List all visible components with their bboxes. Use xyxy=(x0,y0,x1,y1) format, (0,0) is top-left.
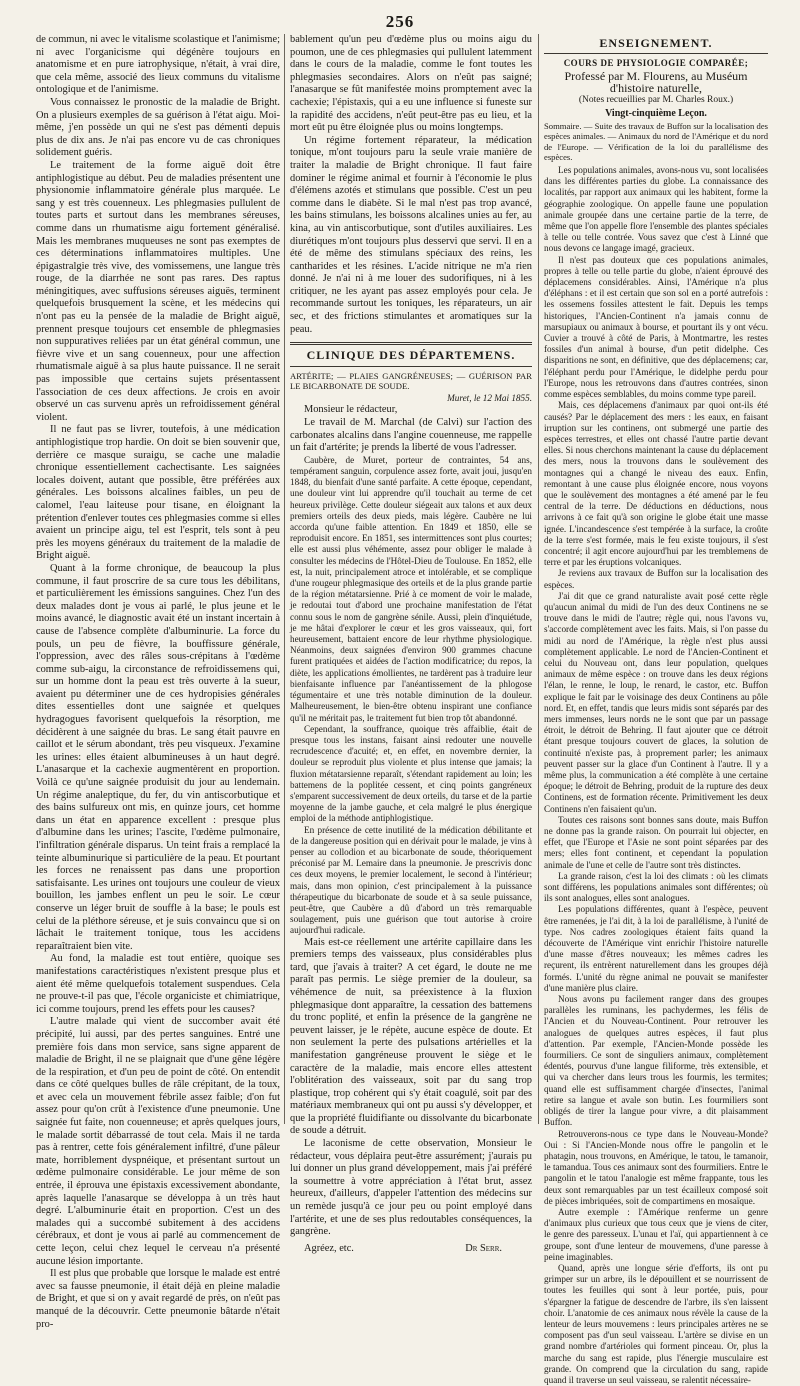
paragraph: Mais est-ce réellement une artérite capillaire dans les premiers temps des vaisseaux, plus considérables plus tard, que j'avais à traiter? A cet égard, le doute ne me paraît pas permis. Le siège premier de la douleur, sa véhémence de nuit, sa préexistence à la fluxion phlegmasique dont apparaître, la cessation des battemens du tronc poplité, et enfin la présence de la gangrène ne peuvent laisser, je le répète, aucune espèce de doute. Et non seulement la perte des pulsations artérielles et la manifestation gangréneuse prouvent le siège et le caractère de la maladie, mais encore elles attestent l'oblitération des vaisseaux, soit par du sang trop plastique, trop cohérent qui s'y était coagulé, soit par des matériaux membraneux qui ont pu aussi s'y développer, et que la propriété fluidifiante ou dissolvante du bicarbonate de soude a détruit. xyxy=(290,936,532,1137)
column-divider-left xyxy=(284,34,285,1124)
paragraph: Il ne faut pas se livrer, toutefois, à une médication antiphlogistique trop hardie. On doit se bien souvenir que, derrière ce masque suraigu, se cache une maladie chronique essentiellement cachectisante. Les saignées locales doivent, autant que possible, être préférées aux générales. Les boissons alcalines faibles, un peu de calomel, l'eau laiteuse pour tisane, en éloignant la prétention d'enlever toutes ces phlegmasies comme si elles avaient un principe aigu, tel est l'esprit, tels sont à peu près les moyens généraux du traitement de la maladie de Bright aiguë. xyxy=(36,424,280,562)
professor-line: Professé par M. Flourens, au Muséum d'histoire naturelle, xyxy=(564,69,748,95)
notes-credit: (Notes recueillies par M. Charles Roux.) xyxy=(578,94,734,105)
article-kicker: ARTÉRITE; — PLAIES GANGRÉNEUSES; — GUÉRISON PAR LE BICARBONATE DE SOUDE. xyxy=(290,370,532,392)
section-rule xyxy=(290,366,532,367)
paragraph: Le travail de M. Marchal (de Calvi) sur l'action des carbonates alcalins dans l'angine couenneuse, me rappelle un fait d'artérite; je prends la liberté de vous l'adresser. xyxy=(290,417,532,454)
closing: Agréez, etc. xyxy=(304,1242,354,1254)
paragraph: Autre exemple : l'Amérique renferme un genre d'animaux plus curieux que tous ceux que je viens de citer, le genre des paresseux. L'unau et l'aï, qui appartiennent à ce groupe, sont d'une lenteur de mouvemens, d'une paresse à peine imaginables. xyxy=(544,1206,768,1262)
paragraph: Le laconisme de cette observation, Monsieur le rédacteur, vous déplaira peut-être assurément; j'aurais pu lui donner un plus grand développement, mais j'ai préféré la soumettre à votre appréciation à l'état brut, assez heureux, d'ailleurs, d'appeler l'attention des médecins sur un remède jusqu'à ce jour peu ou point employé dans l'artérite, et une de ses plus redoutables conséquences, la gangrène. xyxy=(290,1138,532,1238)
paragraph: La grande raison, c'est la loi des climats : où les climats sont différens, les populations animales sont différentes; où ils sont analogues, elles sont analogues. xyxy=(544,870,768,904)
course-title: COURS DE PHYSIOLOGIE COMPARÉE; xyxy=(563,58,749,69)
article-column-right xyxy=(544,34,768,1385)
paragraph: Quant à la forme chronique, de beaucoup la plus commune, il faut proscrire de sa cure tous les débilitans, et particulièrement les émissions sanguines. Chez l'un des deux malades dont je vous ai parlé, le plus jeune et le moins avancé, le diagnostic avait été un instant incertain à cause de l'absence complète d'albuminurie. La force du pouls, un peu de fièvre, la bouffissure générale, l'oppression, avec des râles sous-crépitans à l'œdème comme sub-aigu, la circonstance de refroidissemens qui, sur un homme dont la peau est très ouverte à la sueur, avaient pu déterminer une de ces hydropisies générales dites essentielles dont une saignée et quelques hydragogues favorisent quelquefois la résorption, me décidèrent à une saignée du bras. Le sang était pauvre en caillot et le sérum abondant, très peu visqueux. J'examine les urines: elles étaient albumineuses à un haut degré. L'anasarque et la cachexie augmentèrent en proportion. Voilà ce qu'une saignée produisit du jour au lendemain. Un régime analeptique, du fer, du vin antiscorbutique et des bains sulfureux ont mis, en quinze jours, cet homme dans un état en apparence excellent : presque plus d'albumine dans les urines; l'ascite, l'œdème pulmonaire, l'infiltration générale disparus. Un teint frais a remplacé la teinte albuminurique si particulière de la peau. Et pourtant les forces ne renaissent pas dans une proportion satisfaisante. Les urines ont toujours une couleur de vieux bouillon, les jambes enflent un peu le soir. Le cœur conserve un léger bruit de souffle à la base; le pouls est celui de la pléthore séreuse, et je suis convaincu que si on lâchait le traitement tonique, tous les accidens reparaîtraient bien vite. xyxy=(36,562,280,952)
article-column-left xyxy=(36,34,280,1330)
paragraph: Vous connaissez le pronostic de la maladie de Bright. On a plusieurs exemples de sa guérison à l'état aigu. Moi-même, j'en possède un qui ne s'est pas démenti depuis plus de dix ans. Je n'ai pas encore vu de cas chroniques solidement guéris. xyxy=(36,96,280,159)
paragraph: En présence de cette inutilité de la médication débilitante et de la dangereuse position qui en dérivait pour le malade, je vins à penser au collodion et au bicarbonate de soude, théoriquement préconisé par M. Lemaire dans la pneumonie. Je prescrivis donc ces deux moyens, le premier localement, le second à l'intérieur; mais, dans mon opinion, c'est principalement à la puissance thérapeutique du bicarbonate de soude et à sa seule puissance, peut-être, que Caubère a dû d'abord un très remarquable soulagement, puis une guérison que tout autorise à croire aujourd'hui radicale. xyxy=(290,824,532,936)
paragraph: Il est plus que probable que lorsque le malade est entré avec sa fausse pneumonie, il était déjà en pleine maladie de Bright, et que si on y avait regardé de près, on n'eût pas manqué de la découvrir. Cette pneumonie bâtarde n'était pro- xyxy=(36,1268,280,1330)
paragraph: J'ai dit que ce grand naturaliste avait posé cette règle qu'aucun animal du midi de l'un des deux Continens ne se trouve dans le midi de l'autre; règle qui, nous l'avons vu, s'accorde complètement avec les faits. Mais, si l'on passe du midi au nord de l'Amérique, la règle n'est plus aussi complètement applicable. Le nord de l'Ancien-Continent et celui du Nouveau ont, dans leur population, quelques animaux de même espèce : on trouve dans les deux régions l'élan, le renne, le loup, le renard, le castor, etc. Buffon explique le fait par le voisinage des deux Continens au pôle nord. Et, en effet, tandis que leurs midis sont séparés par des mers immenses, leurs nords ne le sont que par un passage étroit, le détroit de Behring. Il faut ajouter que ce détroit étant presque toujours couvert de glaces, la solution de continuité n'existe pas, à proprement parler; les animaux peuvent passer sur la glace d'un Continent à l'autre. Il y a même plus, la communication a été complète à une certaine époque; le détroit de Behring, produit de la rupture des deux Continens, est de formation récente. Primitivement les deux Continens n'en faisaient qu'un. xyxy=(544,590,768,814)
paragraph: Caubère, de Muret, porteur de contraintes, 54 ans, tempérament sanguin, corpulence assez forte, avait joui, jusqu'en 1848, du bienfait d'une santé parfaite. A cette époque, cependant, une douleur vint lui apprendre qu'il touchait au terme de cet heureux privilège. Cette douleur siégeait aux talons et aux deux premiers orteils des deux pieds, mais légère. Caubère ne lui accorda qu'une faible attention. En 1849 et 1850, elle se reproduisit encore. En 1851, ses intermittences sont plus courtes; elle est aussi plus véhémente, assez pour obliger le malade à consulter les médecins de l'Hôtel-Dieu de Toulouse. En 1852, elle est, la nuit, principalement atroce et intolérable, et se complique d'une rougeur phlegmasique des orteils et de la plus grande partie de la région métatarsienne. Prié à ce moment de voir le malade, je redoutai tout d'abord une prochaine manifestation de l'état connu sous le nom de gangrène sénile. Aussi, plein d'inquiétude, je me hâtai d'explorer le cœur et les gros vaisseaux, qui, fort heureusement, battaient encore de leur rhythme physiologique. Néanmoins, deux saignées d'environ 900 grammes chacune furent pratiquées et aidées de l'action modificatrice; du repos, la diète, les applications émollientes, ne tardèrent pas à traduire leur bienfaisante influence par l'anéantissement de la phlogose tégumentaire et une très notable diminution de la douleur. Malheureusement, le bien-être obtenu inspirant une confiance qu'il ne méritait pas, le traitement fut bien trop tôt abandonné. xyxy=(290,454,532,723)
dateline: Muret, le 12 Mai 1855. xyxy=(447,393,532,404)
paragraph: Cependant, la souffrance, quoique très affaiblie, était de presque tous les instans, faisant ainsi redouter une nouvelle recrudescence d'acuité; et, en effet, en novembre dernier, la douleur se reproduit plus violente et plus intense que jamais; la fluxion métatarsienne reparaît, s'étendant rapidement au loin; les battemens de la poplitée cessent, et cinq points gangréneux s'emparent successivement de deux orteils, du tarse et de la partie moyenne de la jambe gauche, et cela malgré le plus énergique emploi de la méthode antiphlogistique. xyxy=(290,723,532,824)
paragraph: Nous avons pu facilement ranger dans des groupes parallèles les ruminans, les pachydermes, les félis de l'Ancien et du Nouveau-Continent. Pour retrouver les analogues de quelques autres espèces, il faut plus d'attention. Par exemple, l'Ancien-Monde possède les fourmiliers. Ce sont de singuliers animaux, complètement édentés, pourvus d'une langue filiforme, très extensible, et qui va chercher dans leurs trous les fourmis, les termites; quand elle est suffisamment chargée d'insectes, l'animal retire sa langue et avale son butin. Les fourmiliers sont obligés de tirer la langue pour vivre, a dit plaisamment Buffon. xyxy=(544,994,768,1128)
paragraph: Toutes ces raisons sont bonnes sans doute, mais Buffon ne donne pas la grande raison. On pourrait lui objecter, en effet, que l'Europe et l'Asie ne sont point séparées par des mers; elles font continent, et cependant la population animale de l'une et celle de l'autre sont très distinctes. xyxy=(544,814,768,870)
paragraph: Mais, ces déplacemens d'animaux par quoi ont-ils été causés? Par le déplacement des mers : les eaux, en faisant irruption sur les continens, ont submergé une partie des espèces terrestres, et elles ont chassé l'autre partie devant elles. Si nous cherchons maintenant la cause du déplacement des mers, nous la trouvons dans le soulèvement des montagnes qui a changé le niveau des eaux. Enfin, remontant à une cause plus éloignée encore, nous voyons que le soulèvement des montagnes a été amené par le feu central de la terre. De déductions en déductions, nous arrivons à ce fait qu'à son origine le globe était une masse ignée. L'incandescence s'est tempérée à la surface, la croûte de la terre s'est formée, mais le feu existe toujours, il s'est concentré; il agit encore aujourd'hui par les tremblemens de terre et par les éruptions volcaniques. xyxy=(544,400,768,568)
paragraph: Quand, après une longue série d'efforts, ils ont pu grimper sur un arbre, ils le dépouillent et se nourrissent de toutes les feuilles qui sont à leur portée, puis, pour s'épargner la fatigue de descendre de l'arbre, ils s'en laissent choir. L'anatomie de ces animaux nous révèle la cause de la lenteur de leurs mouvemens : leurs principales artères ne se composent pas d'un seul vaisseau. L'artère se divise en un grand nombre d'artérioles qui forment pinceau. Or, plus la marche du sang est rapide, plus l'énergie musculaire est grande. On comprend que la circulation du sang, rapide quand il traverse un seul vaisseau, se ralentit nécessaire- xyxy=(544,1262,768,1385)
paragraph: bablement qu'un peu d'œdème plus ou moins aigu du poumon, une de ces phlegmasies qui pullulent latemment dans le cours de la maladie, comme le font toutes les phlegmasies secondaires. Alors on n'eût pas saigné; l'anasarque se fût manifestée moins promptement avec la cachexie; l'épistaxis, qui a eu une influence si funeste sur la rapidité des accidens, n'eût peut-être pas eu lieu, et la mort eût pu être éloignée plus ou moins longtemps. xyxy=(290,34,532,134)
salutation: Monsieur le rédacteur, xyxy=(304,404,398,416)
section-rule xyxy=(290,342,532,345)
paragraph: Je reviens aux travaux de Buffon sur la localisation des espèces. xyxy=(544,568,768,590)
lesson-title: Vingt-cinquième Leçon. xyxy=(605,108,707,120)
paragraph: Il n'est pas douteux que ces populations animales, propres à telle ou telle partie du globe, n'aient éprouvé des déplacemens considérables. Ainsi, l'Amérique n'a plus d'éléphans : et il est certain que son sol en a porté autrefois : les ossemens fossiles attestent le fait. Depuis les temps historiques, l'Ancien-Continent n'a jamais connu de marsupiaux ou animaux à bourse, et pourtant ils y ont vécu. Cuvier a trouvé à côté de Paris, à Montmartre, les restes fossiles d'un animal à bourse, d'un petit didelphe. Ces disparitions ne sont, en définitive, que des déplacemens; car, l'éléphant perdu pour l'Amérique, le didelphe perdu pour l'Europe, nous les retrouvons dans d'autres contrées, sinon comme espèces semblables, du moins comme type pareil. xyxy=(544,254,768,400)
paragraph: Au fond, la maladie est tout entière, quoique ses manifestations caractéristiques n'existent presque plus et aient été même quelquefois totalement suspendues. Cela ne prouve-t-il pas que, l'école organiciste et chimiatrique, ici comme toujours, prend les effets pour les causes? xyxy=(36,953,280,1015)
paragraph: Les populations différentes, quant à l'espèce, peuvent être ramenées, je l'ai dit, à la loi de parallélisme, à l'unité de type. Nos cadres zoologiques étaient faits quand la découverte de l'Amérique vint enrichir l'histoire naturelle d'une masse d'êtres nouveaux; les mêmes cadres les reçurent, ils entrèrent naturellement dans les groupes déjà formés. L'unité du règne animal ne pouvait se manifester d'une manière plus claire. xyxy=(544,904,768,993)
section-title-enseignement: ENSEIGNEMENT. xyxy=(599,36,713,50)
section-rule xyxy=(544,53,768,54)
paragraph: Les populations animales, avons-nous vu, sont localisées dans les différentes parties du globe. La connaissance des localités, par rapport aux animaux qui les habitent, forme la géographie zoologique. On appelle faune une population animale groupée dans une certaine partie de la terre, de même que l'on appelle flore l'ensemble des plantes spéciales à telle ou telle contrée. Vous savez que c'est à Linné que nous devons ce langage imagé, gracieux. xyxy=(544,165,768,254)
signature-block xyxy=(290,1243,532,1256)
column-divider-right xyxy=(538,34,539,1124)
paragraph: L'autre malade qui vient de succomber avait été précipité, lui aussi, par des pertes sanguines. Entré une première fois dans mon service, sans signe apparent de maladie de Bright, il ne se plaignait que d'une gêne légère de la respiration, et d'un peu de point de côté. On entendit dans ce côté quelques bulles de râle crépitant, de la toux, et avec cela un mouvement fébrile assez faible; d'on fut assez pour qu'on crût à l'existence d'une pneumonie. Une saignée fut faite, non couenneuse; et après quelques jours, le malade sortit débarrassé de tout cela. Mais il ne tarda pas à rentrer, cette fois généralement infiltré, d'une pâleur mate, horriblement dyspnéique, et présentant surtout un œdème pulmonaire considérable. Le jour même de son entrée, il éprouva une épistaxis excessivement abondante, après laquelle l'anasarque se développa à un très haut degré. L'albuminurie était en proportion. C'est un des malades qui a succombé subitement à des accidens cérébraux, et dont je vous ai parlé au commencement de cette leçon, celui chez lequel le cerveau n'a présenté aucune lésion importante. xyxy=(36,1016,280,1267)
signature: Dr Serr. xyxy=(465,1242,502,1254)
lesson-summary: Sommaire. — Suite des travaux de Buffon sur la localisation des espèces animales. — Animaux du nord de l'Amérique et du nord de l'Europe. — Vérification de la loi du parallélisme des espèces. xyxy=(544,121,768,162)
section-title-clinique: CLINIQUE DES DÉPARTEMENS. xyxy=(306,348,516,363)
paragraph: de commun, ni avec le vitalisme scolastique et l'animisme; ni avec l'organicisme qui dégénère toujours en anatomisme et en pure iatrophysique, n'était, à vrai dire, que cela même, associé des lieux communs du vitalisme ontologique et de l'animisme. xyxy=(36,34,280,96)
article-column-middle xyxy=(290,34,532,1254)
page-number: 256 xyxy=(385,12,415,31)
paragraph: Retrouverons-nous ce type dans le Nouveau-Monde? Oui : Si l'Ancien-Monde nous offre le pangolin et le phatagin, nous trouvons, en Amérique, le tatou, le tamanoir, le tamandua. Tous ces animaux sont des fourmiliers. Entre le pangolin et le tatou l'analogie est même frappante, tous les deux sont remarquables par un test écailleux composé soit de pièces imbriquées, soit de compartimens en mosaïque. xyxy=(544,1128,768,1206)
paragraph: Un régime fortement réparateur, la médication tonique, m'ont toujours paru la seule vraie manière de traiter la maladie de Bright chronique. Il faut faire dominer le régime animal et fournir à l'économie le plus d'élémens azotés et stimulans que possible. C'est un peu comme dans le diabète. Si le mal n'est pas trop avancé, les bains stimulans, les boissons alcalines unies au fer, au kina, au vin antiscorbutique, sont d'utiles auxiliaires. Les diurétiques m'ont toujours plus desservi que servi. Il en a été de même des stimulans spéciaux des reins, les cantharides et les résines. L'acide nitrique ne m'a rien donné. Je n'ai ni à me louer des sudorifiques, ni à les critiquer, ne les ayant pas assez employés pour cela. Je recommande surtout les toniques, les réparateurs, un air sec, et des frictions stimulantes et aromatiques sur la peau. xyxy=(290,134,532,335)
paragraph: Le traitement de la forme aiguë doit être antiphlogistique au début. Peu de maladies présentent une physionomie inflammatoire générale plus marquée. Le sang y est très couenneux. Les phlegmasies pullulent de toutes parts et surtout dans les membranes séreuses, comme dans un rhumatisme aigu fortement généralisé. Mais les membranes muqueuses ne sont pas exemptes de ces déterminations inflammatoires multiples. Une épigastralgie très vive, des vomissemens, une langue très rouge, de la diarrhée ne sont pas rares. Des raptus méningitiques, avec suffusions séreuses aiguës, terminent quelquefois brusquement la scène, et les médecins qui n'ont pas eu la pensée de la maladie de Bright aiguë, prennent presque toujours cet ensemble de phlegmasies non suppuratives reliées par un état général commun, une fièvre vive et un sang couenneux, pour une affection rhumatismale aiguë à sa plus haute puissance. Il ne serait pas impossible que certains sujets présentassent l'association de ces deux affections. Je crois en avoir observé un cas survenu après un refroidissement général violent. xyxy=(36,159,280,423)
